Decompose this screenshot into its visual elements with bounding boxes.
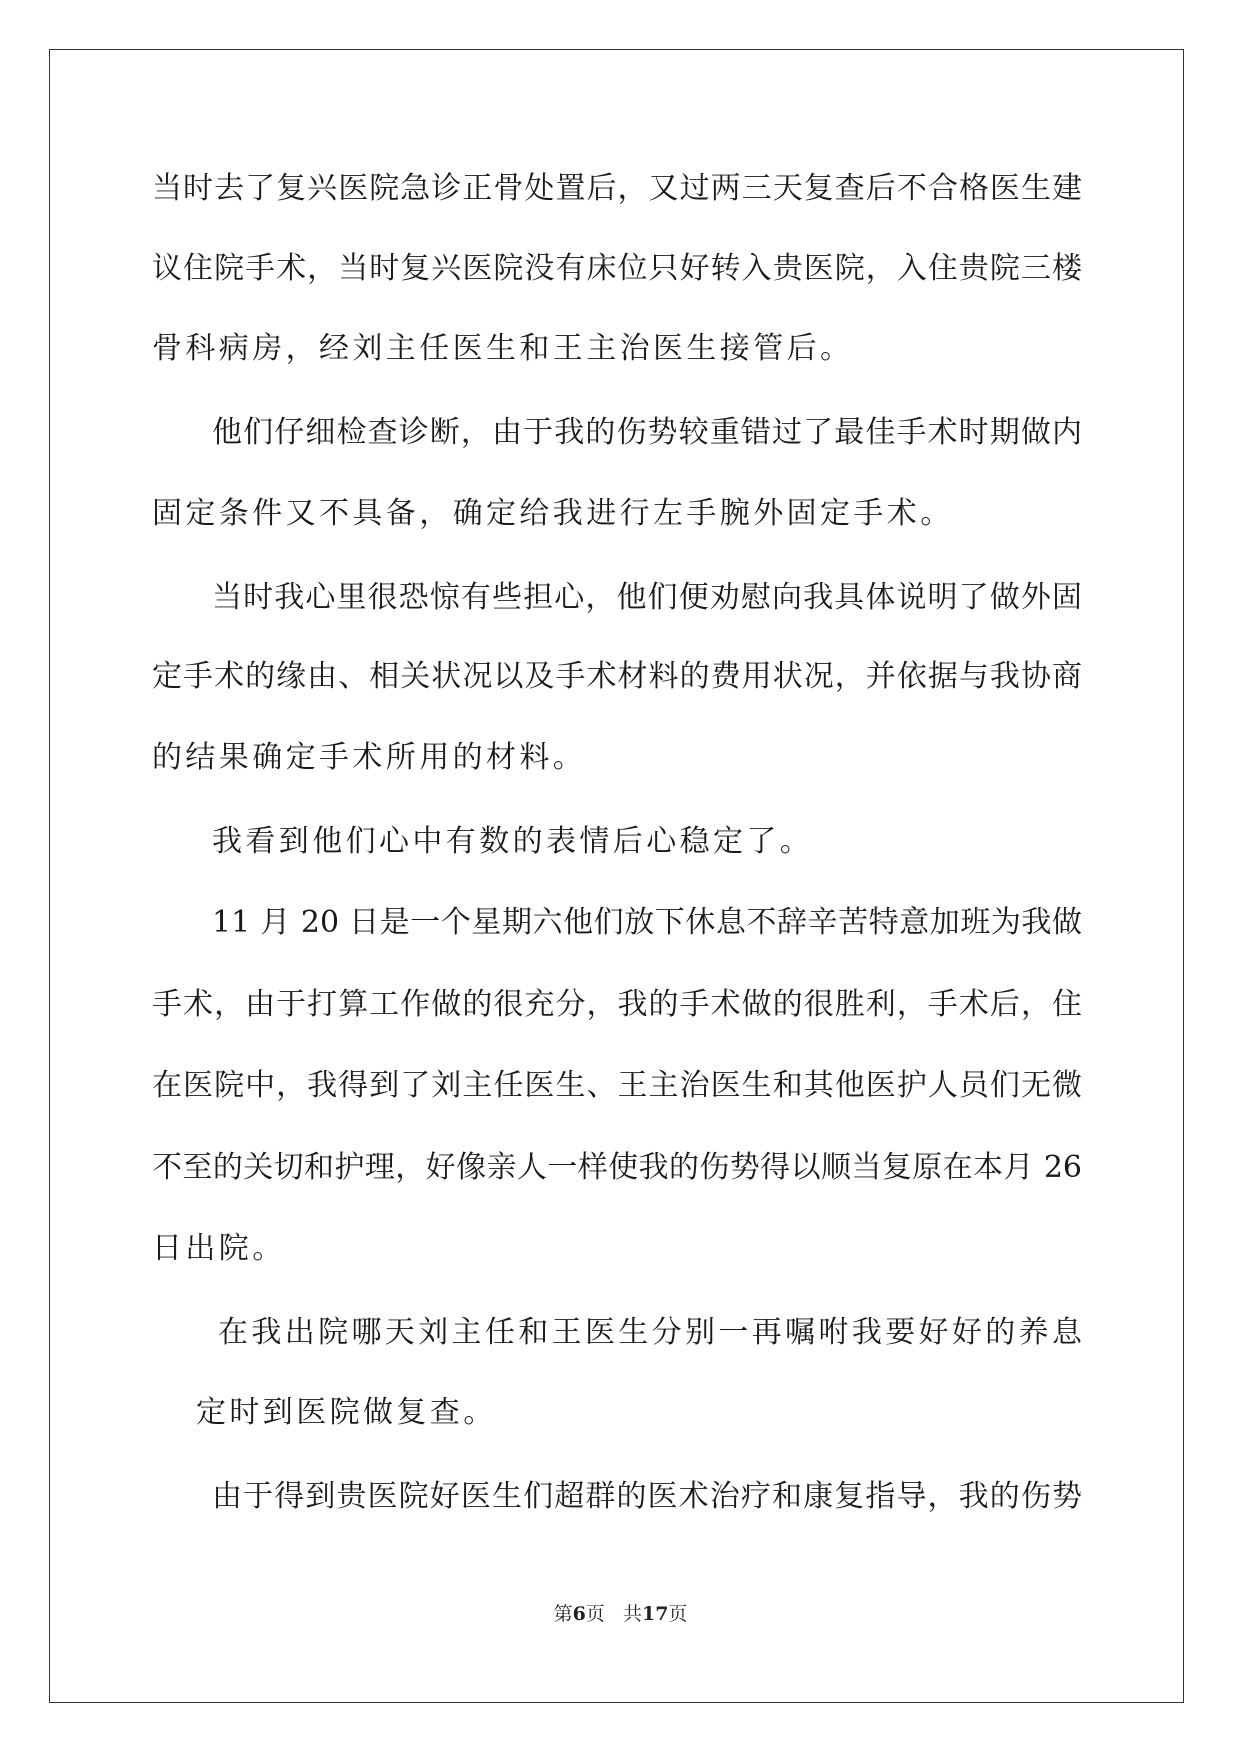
text-line: 在我出院哪天刘主任和王医生分别一再嘱咐我要好好的养息 (218, 1315, 1082, 1350)
page-footer (0, 1602, 1241, 1626)
footer-prefix: 第 (553, 1603, 573, 1625)
text-line: 固定条件又不具备，确定给我进行左手腕外固定手术。 (152, 496, 954, 531)
footer-page-number: 6 (572, 1603, 586, 1625)
footer-total-unit: 页 (668, 1603, 688, 1625)
text-line: 11 月 20 日是一个星期六他们放下休息不辞辛苦特意加班为我做 (212, 905, 1082, 940)
text-line: 骨科病房，经刘主任医生和王主治医生接管后。 (152, 331, 854, 366)
text-line: 他们仔细检查诊断，由于我的伤势较重错过了最佳手术时期做内 (212, 415, 1082, 450)
footer-total-prefix: 共 (622, 1603, 642, 1625)
text-line: 在医院中，我得到了刘主任医生、王主治医生和其他医护人员们无微 (152, 1068, 1082, 1103)
text-line: 定时到医院做复查。 (196, 1395, 497, 1430)
text-line: 不至的关切和护理，好像亲人一样使我的伤势得以顺当复原在本月 26 (152, 1150, 1082, 1185)
text-line: 手术，由于打算工作做的很充分，我的手术做的很胜利，手术后，住 (152, 987, 1082, 1022)
text-line: 日出院。 (152, 1231, 286, 1266)
text-line: 的结果确定手术所用的材料。 (152, 740, 587, 775)
text-line: 议住院手术，当时复兴医院没有床位只好转入贵医院，入住贵院三楼 (152, 251, 1082, 286)
text-line: 当时我心里很恐惊有些担心，他们便劝慰向我具体说明了做外固 (212, 580, 1082, 615)
footer-page-unit: 页 (585, 1603, 605, 1625)
text-line: 我看到他们心中有数的表情后心稳定了。 (212, 824, 814, 859)
text-line: 当时去了复兴医院急诊正骨处置后，又过两三天复查后不合格医生建 (152, 171, 1082, 206)
text-line: 由于得到贵医院好医生们超群的医术治疗和康复指导，我的伤势 (212, 1479, 1082, 1514)
page-border (49, 49, 1184, 1703)
footer-total-pages: 17 (641, 1603, 669, 1625)
text-line: 定手术的缘由、相关状况以及手术材料的费用状况，并依据与我协商 (152, 659, 1082, 694)
